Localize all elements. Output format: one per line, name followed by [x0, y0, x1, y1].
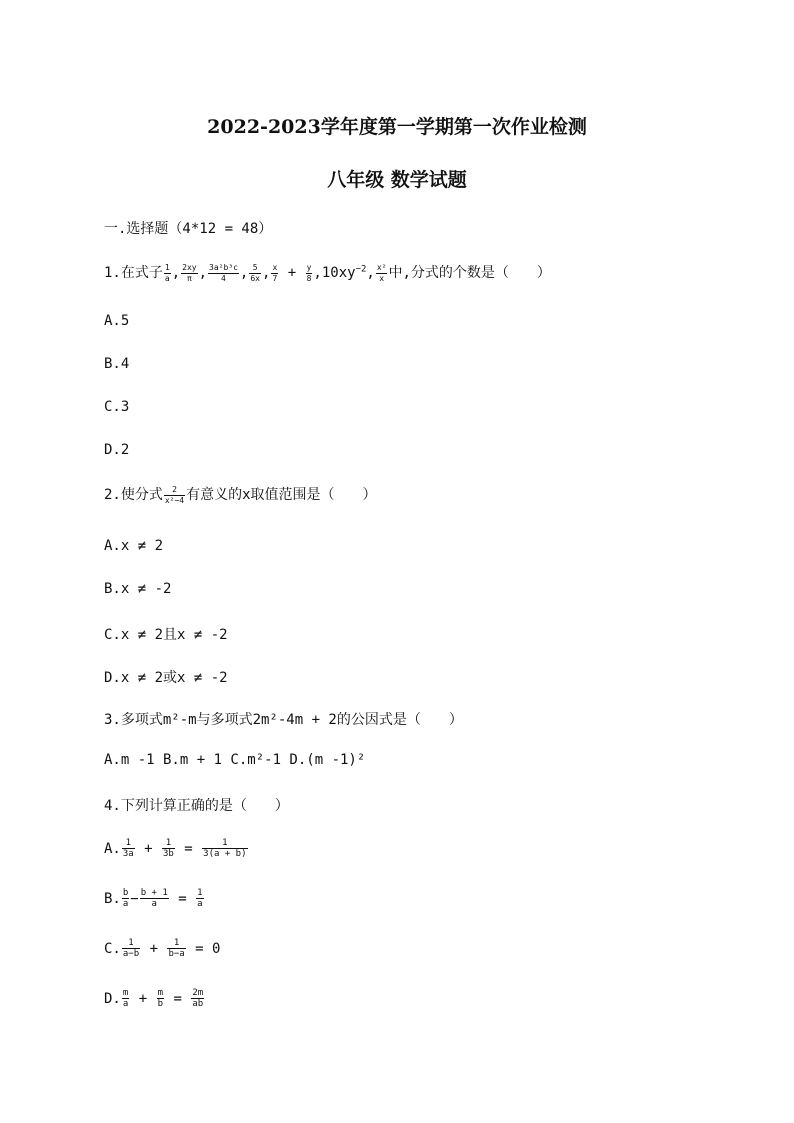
q1-suffix: 中,分式的个数是（ ）: [388, 265, 551, 281]
question-1: 1.在式子 $\frac{1}{a}$ , $\frac{2xy}{\pi}$ , $\frac{\text{3a²b³c}}{4}$ , $\frac{5}{6x}$ , $\frac{x}{7}$ + $\frac{y}{8}$ $,10xy^{-2}$, $\frac{\text{x²}}{x}$ 中,分式的个数是（ ）: [104, 263, 551, 283]
q1-fraction-1: $\frac{1}{a}$: [164, 263, 170, 283]
q1-prefix: 1.在式子: [104, 265, 163, 281]
q1-fraction-4: $\frac{5}{6x}$: [250, 263, 260, 283]
page-subtitle: 八年级 数学试题: [327, 169, 467, 191]
q4-option-d: D. $\frac{m}{a}$ + $\frac{m}{b}$ = $\frac{2m}{ab}$: [104, 988, 204, 1010]
q1-fraction-6: $\frac{y}{8}$: [306, 263, 312, 283]
q4-option-b: B. $\frac{b}{a}$ − $\frac{b + 1}{a}$ = $\frac{1}{a}$: [104, 888, 203, 910]
q2-fraction: $\frac{2}{\text{x²−4}}$: [164, 485, 185, 505]
q1-option-c: C.3: [104, 399, 130, 415]
q1-fraction-3: $\frac{\text{3a²b³c}}{4}$: [209, 263, 238, 283]
q2-option-b: B.x ≠ -2: [104, 581, 172, 597]
q1-option-b: B.4: [104, 356, 130, 372]
question-2: [104, 484, 377, 505]
page-title: 2022-2023学年度第一学期第一次作业检测: [207, 116, 587, 138]
q2-prefix: 2.使分式: [104, 487, 163, 503]
q2-option-a: A.x ≠ 2: [104, 538, 164, 554]
q4-option-a: A. $\frac{1}{3a}$ + $\frac{1}{3b}$ = $\frac{1}{3(a + b)}$: [104, 838, 247, 860]
q1-fraction-2: $\frac{2xy}{\pi}$: [182, 263, 197, 283]
q2-option-d: D.x ≠ 2或x ≠ -2: [104, 670, 228, 686]
question-4: 4.下列计算正确的是（ ）: [104, 798, 289, 814]
q1-term: 10xy: [321, 265, 356, 281]
q1-fraction-5: $\frac{x}{7}$: [272, 263, 278, 283]
q3-options: A.m -1 B.m + 1 C.m²-1 D.(m -1)²: [104, 752, 366, 768]
q1-option-a: A.5: [104, 313, 130, 329]
q2-suffix: 有意义的x取值范围是（ ）: [186, 487, 377, 503]
question-3: 3.多项式m²-m与多项式2m²-4m + 2的公因式是（ ）: [104, 712, 463, 728]
q1-fraction-7: $\frac{\text{x²}}{x}$: [376, 263, 387, 283]
section-heading: 一.选择题（4*12 = 48）: [104, 221, 273, 237]
q1-option-d: D.2: [104, 442, 130, 458]
q4-option-c: C. $\frac{1}{a-b}$ + $\frac{1}{b-a}$ = 0: [104, 938, 221, 960]
q2-option-c: C.x ≠ 2且x ≠ -2: [104, 627, 228, 643]
